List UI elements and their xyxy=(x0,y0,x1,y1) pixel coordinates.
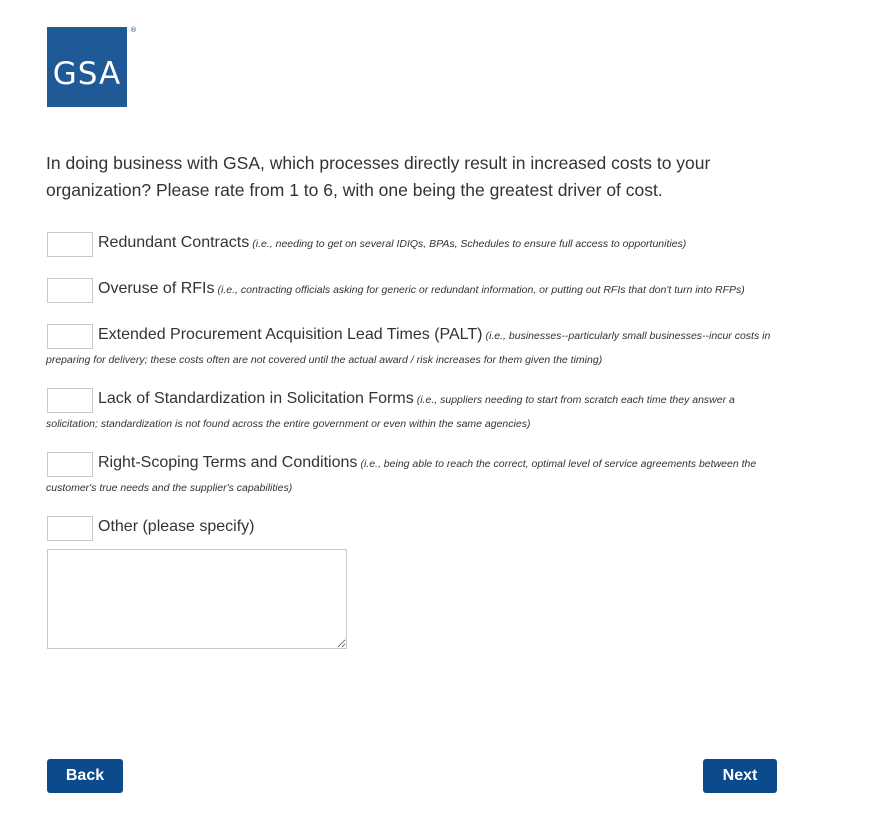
registered-mark: ® xyxy=(130,26,137,34)
option-note: (i.e., suppliers needing to start from scratch each time they answer a solicitation; standardization is not found across the entire government or even within the same agencies) xyxy=(46,394,735,430)
gsa-logo xyxy=(47,27,127,107)
option-text xyxy=(46,324,786,371)
rank-input-other[interactable] xyxy=(47,516,93,541)
rank-input-redundant-contracts[interactable] xyxy=(47,232,93,257)
option-label: Right-Scoping Terms and Conditions xyxy=(98,454,358,471)
other-specify-textarea[interactable] xyxy=(47,549,347,649)
option-right-scoping-terms xyxy=(46,452,786,499)
option-label: Other (please specify) xyxy=(98,518,255,535)
option-note: (i.e., needing to get on several IDIQs, BPAs, Schedules to ensure full access to opportunities) xyxy=(252,238,687,250)
option-text xyxy=(46,516,255,541)
option-overuse-of-rfis xyxy=(46,278,745,303)
option-note: (i.e., businesses--particularly small businesses--incur costs in preparing for delivery; these costs often are not covered until the actual award / risk increases for them given the timing) xyxy=(46,330,771,366)
gsa-logo-text: GSA xyxy=(52,56,122,92)
option-other xyxy=(46,516,255,541)
option-label: Redundant Contracts xyxy=(98,234,250,251)
option-extended-palt xyxy=(46,324,786,371)
option-label: Lack of Standardization in Solicitation Forms xyxy=(98,390,414,407)
rank-input-lack-of-standardization[interactable] xyxy=(47,388,93,413)
question-text: In doing business with GSA, which processes directly result in increased costs to your organization? Please rate from 1 to 6, with one being the greatest driver of cost. xyxy=(46,153,711,200)
rank-input-right-scoping-terms[interactable] xyxy=(47,452,93,477)
option-text xyxy=(46,388,786,435)
option-text xyxy=(46,452,786,499)
option-redundant-contracts xyxy=(46,232,686,257)
next-button[interactable]: Next xyxy=(703,759,777,793)
rank-input-overuse-of-rfis[interactable] xyxy=(47,278,93,303)
option-note: (i.e., contracting officials asking for generic or redundant information, or putting out RFIs that don't turn into RFPs) xyxy=(217,284,745,296)
rank-input-extended-palt[interactable] xyxy=(47,324,93,349)
option-lack-of-standardization xyxy=(46,388,786,435)
option-label: Overuse of RFIs xyxy=(98,280,215,297)
option-text xyxy=(46,278,745,303)
option-label: Extended Procurement Acquisition Lead Times (PALT) xyxy=(98,326,483,343)
option-text xyxy=(46,232,686,257)
option-note: (i.e., being able to reach the correct, optimal level of service agreements between the customer's true needs and the supplier's capabilities) xyxy=(46,458,757,494)
back-button[interactable]: Back xyxy=(47,759,123,793)
